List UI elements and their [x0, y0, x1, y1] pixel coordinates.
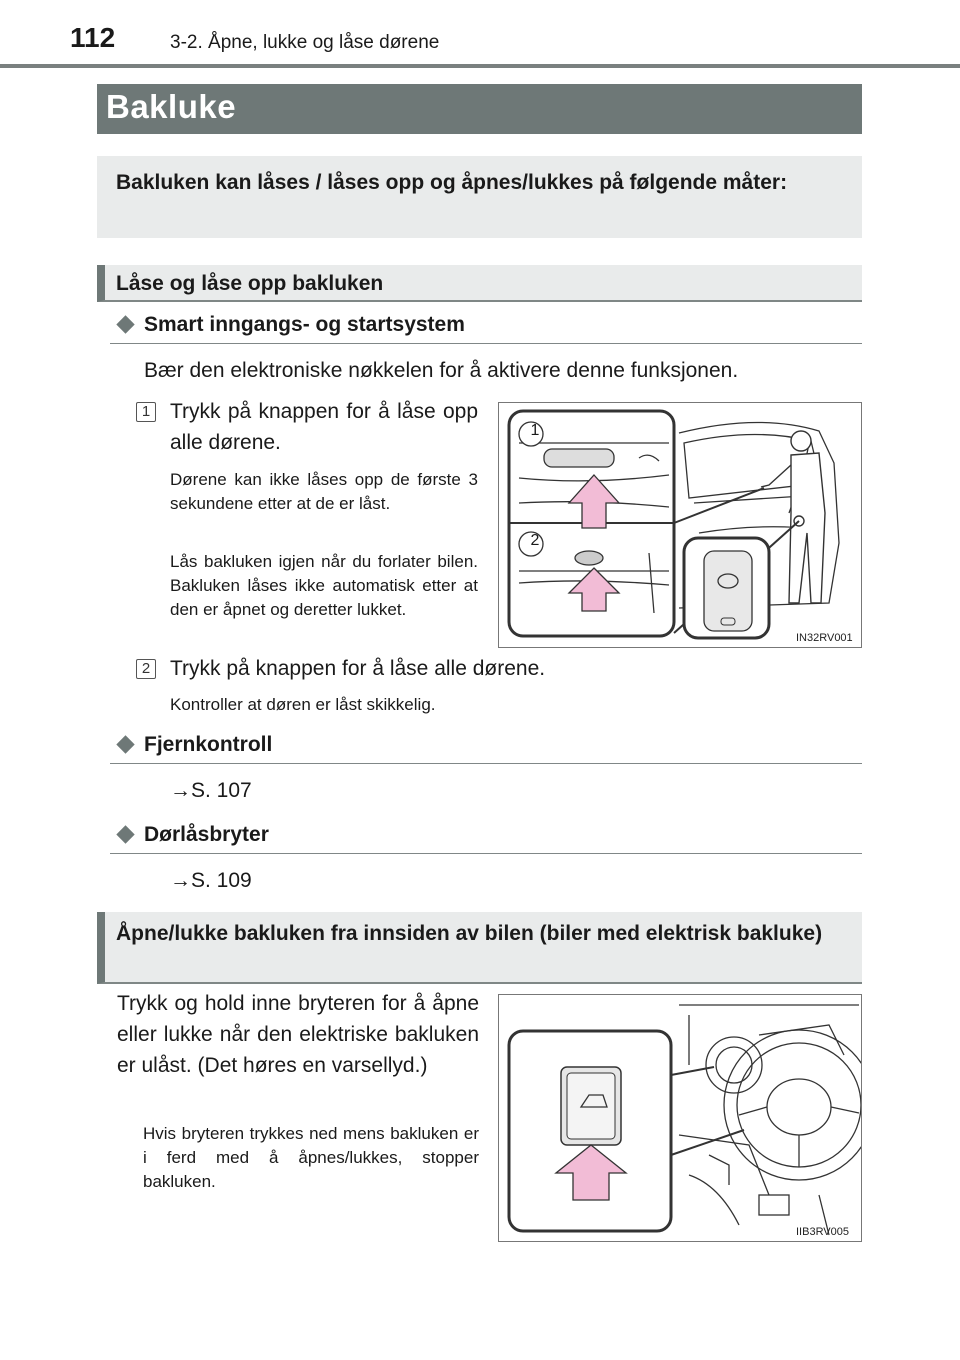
figure-label-1: 1	[530, 422, 540, 439]
diamond-bullet-icon	[116, 825, 134, 843]
smart-body-text: Bær den elektroniske nøkkelen for å aktivere denne funksjonen.	[144, 359, 739, 382]
page-title: Bakluke	[106, 88, 237, 125]
figure-code-1: IN32RV001	[796, 632, 853, 644]
figure-dashboard-switch	[498, 994, 862, 1242]
chapter-header: 3-2. Åpne, lukke og låse dørene	[170, 32, 440, 53]
subsection-title-smart: Smart inngangs- og startsystem	[144, 313, 465, 336]
subsection-rule	[110, 763, 862, 764]
figure-tailgate-buttons	[498, 402, 862, 648]
section-heading-lock-text: Låse og låse opp bakluken	[116, 272, 384, 295]
power-body-text: Trykk og hold inne bryteren for å åpne eller lukke når den elektriske bakluken er ulåst. (Det høres en varsellyd.)	[117, 992, 479, 1077]
tailgate-illustration	[499, 403, 861, 647]
header-rule	[0, 64, 960, 68]
doorlock-page-ref: →S. 109	[170, 869, 252, 892]
step-2-note: Kontroller at døren er låst skikkelig.	[170, 695, 436, 714]
subsection-rule	[110, 343, 862, 344]
subsection-title-remote: Fjernkontroll	[144, 733, 273, 756]
step-1-text: Trykk på knappen for å låse opp alle dørene.	[170, 400, 478, 454]
intro-text: Bakluken kan låses / låses opp og åpnes/lukkes på følgende måter:	[116, 171, 788, 194]
section-heading-power-text: Åpne/lukke bakluken fra innsiden av bilen (biler med elektrisk bakluke)	[116, 922, 823, 945]
subsection-title-doorlock: Dørlåsbryter	[144, 823, 269, 846]
figure-label-2: 2	[530, 532, 540, 549]
diamond-bullet-icon	[116, 735, 134, 753]
step-1-note-2: Lås bakluken igjen når du forlater bilen. Bakluken låses ikke automatisk etter at den er åpnet og deretter lukket.	[170, 552, 478, 619]
step-1-note-1: Dørene kan ikke låses opp de første 3 sekundene etter at de er låst.	[170, 470, 478, 513]
step-2-text: Trykk på knappen for å låse alle dørene.	[170, 657, 546, 680]
diamond-bullet-icon	[116, 315, 134, 333]
step-number-2: 2	[136, 659, 156, 679]
power-note: Hvis bryteren trykkes ned mens bakluken er i ferd med å åpnes/lukkes, stopper bakluken.	[143, 1124, 479, 1191]
remote-page-ref: →S. 107	[170, 779, 252, 802]
step-number-1: 1	[136, 402, 156, 422]
page-number: 112	[70, 22, 116, 53]
figure-code-2: IIB3RV005	[796, 1226, 850, 1238]
subsection-rule	[110, 853, 862, 854]
dashboard-illustration	[499, 995, 861, 1241]
